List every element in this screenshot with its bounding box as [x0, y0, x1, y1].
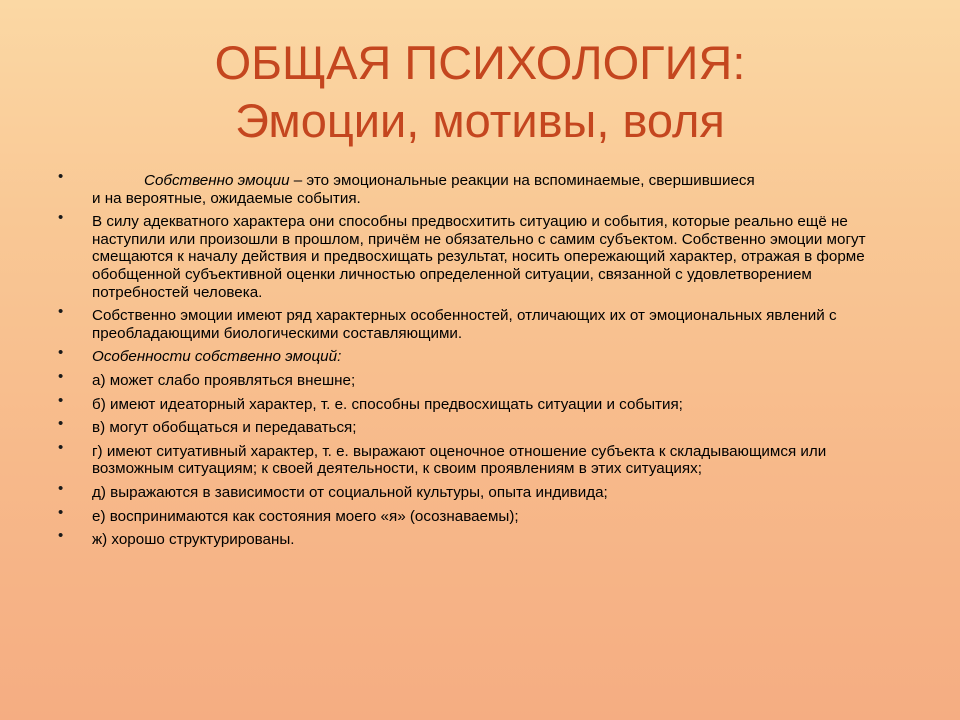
bullet-item-1	[58, 168, 904, 207]
bullet-text-8: г) имеют ситуативный характер, т. е. выражают оценочное отношение субъекта к складывающимся или возможным ситуациям; к своей деятельности, к своим проявлениям в этих ситуациях;	[92, 442, 827, 478]
bullet-icon: •	[58, 391, 64, 409]
bullet-item-9	[58, 479, 904, 502]
bullet-text-3: Собственно эмоции имеют ряд характерных особенностей, отличающих их от эмоциональных явлений с преобладающими биологическими составляющими.	[92, 307, 837, 342]
bullet-text-4: Особенности собственно эмоций:	[92, 348, 342, 366]
bullet-list	[58, 168, 904, 555]
bullet-text-10: е) воспринимаются как состояния моего «я» (осознаваемы);	[92, 507, 519, 525]
bullet-item-3	[58, 303, 904, 342]
bullet-text-1-rest: – это эмоциональные реакции на вспоминаемые, свершившиеся	[289, 172, 755, 189]
bullet-text-9: д) выражаются в зависимости от социальной культуры, опыта индивида;	[92, 483, 608, 501]
bullet-icon: •	[58, 344, 64, 362]
bullet-text-11: ж) хорошо структурированы.	[92, 531, 295, 549]
bullet-icon: •	[58, 479, 64, 497]
bullet-item-6	[58, 391, 904, 414]
bullet-text-1	[92, 172, 755, 189]
bullet-item-8	[58, 438, 904, 478]
bullet-text-6: б) имеют идеаторный характер, т. е. способны предвосхищать ситуации и события;	[92, 395, 683, 413]
bullet-text-7: в) могут обобщаться и передаваться;	[92, 419, 357, 437]
bullet-icon: •	[58, 303, 64, 321]
emphasis-term: Собственно эмоции	[144, 172, 290, 189]
bullet-text-5: а) может слабо проявляться внешне;	[92, 371, 356, 389]
bullet-item-5	[58, 367, 904, 390]
bullet-icon: •	[58, 415, 64, 433]
bullet-item-7	[58, 415, 904, 437]
title-line-1: ОБЩАЯ ПСИХОЛОГИЯ:	[214, 36, 746, 89]
bullet-item-10	[58, 503, 904, 526]
bullet-icon: •	[58, 367, 64, 385]
bullet-text-2: В силу адекватного характера они способны предвосхитить ситуацию и события, которые реально ещё не наступили или произошли в прошлом, причём не обязательно с самим субъектом. Собственно эмоции могут смещаются к началу действия и предвосхищать результат, носить опережающий характер, отражая в форме обобщенной субъективной оценки личностью определенной ситуации, связанной с удовлетворением потребностей человека.	[92, 213, 866, 301]
slide-title	[0, 34, 960, 150]
bullet-text-1-continued: и на вероятные, ожидаемые события.	[92, 189, 361, 207]
bullet-icon: •	[58, 527, 64, 545]
title-line-2: Эмоции, мотивы, воля	[235, 94, 725, 147]
bullet-item-11	[58, 527, 904, 549]
bullet-icon: •	[58, 209, 64, 227]
bullet-icon: •	[58, 168, 64, 185]
bullet-item-4	[58, 344, 904, 366]
bullet-icon: •	[58, 503, 64, 521]
bullet-icon: •	[58, 438, 64, 456]
bullet-item-2	[58, 209, 904, 301]
